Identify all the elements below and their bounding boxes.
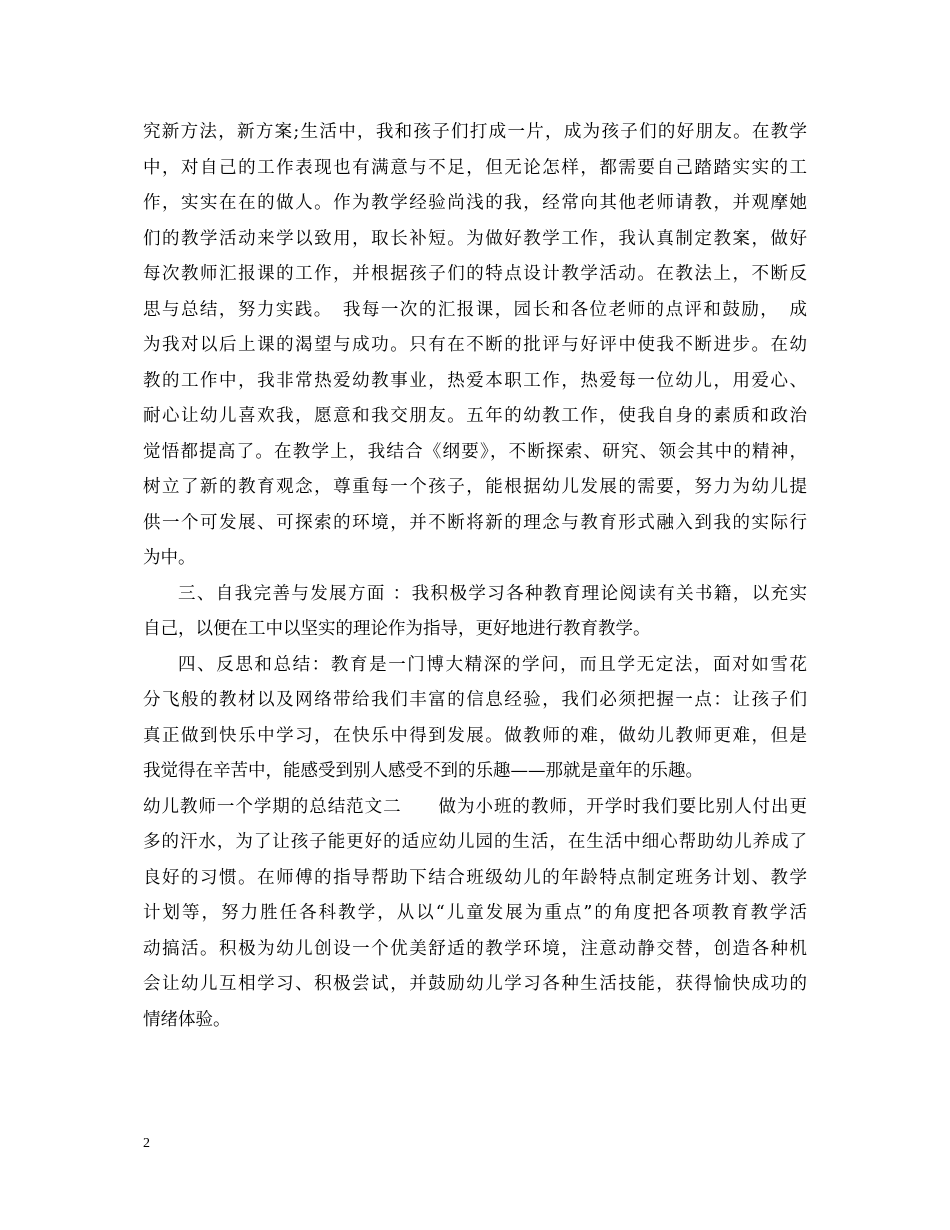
text-line: 动搞活。积极为幼儿创设一个优美舒适的教学环境，注意动静交替，创造各种机 [143,938,807,959]
text-line: 作，实实在在的做人。作为教学经验尚浅的我，经常向其他老师请教，并观摩她 [143,193,807,213]
text-line: 思与总结，努力实践。 我每一次的汇报课，园长和各位老师的点评和鼓励， 成 [143,299,807,320]
text-line: 中，对自己的工作表现也有满意与不足，但无论怎样，都需要自己踏踏实实的工 [143,157,807,178]
text-line: 供一个可发展、可探索的环境，并不断将新的理念与教育形式融入到我的实际行 [143,512,807,533]
text-line: 分飞般的教材以及网络带给我们丰富的信息经验，我们必须把握一点：让孩子们 [143,690,807,710]
text-line: 究新方法，新方案;生活中，我和孩子们打成一片，成为孩子们的好朋友。在教学 [143,122,807,142]
text-line: 自己，以便在工中以坚实的理论作为指导，更好地进行教育教学。 [143,619,651,639]
text-line: 教的工作中，我非常热爱幼教事业，热爱本职工作，热爱每一位幼儿，用爱心、 [143,370,807,391]
text-line: 计划等，努力胜任各科教学，从以“儿童发展为重点”的角度把各项教育教学活 [143,903,807,923]
text-line: 良好的习惯。在师傅的指导帮助下结合班级幼儿的年龄特点制定班务计划、教学 [143,867,807,888]
text-line: 树立了新的教育观念，尊重每一个孩子，能根据幼儿发展的需要，努力为幼儿提 [143,477,807,497]
text-line: 为中。 [143,548,196,568]
document-body [143,115,807,1038]
page-number: 2 [143,1136,150,1151]
text-line: 情绪体验。 [143,1009,231,1030]
text-line: 们的教学活动来学以致用，取长补短。为做好教学工作，我认真制定教案，做好 [143,228,807,249]
text-line: 耐心让幼儿喜欢我，愿意和我交朋友。五年的幼教工作，使我自身的素质和政治 [143,406,807,426]
text-line: 为我对以后上课的渴望与成功。只有在不断的批评与好评中使我不断进步。在幼 [143,335,807,355]
text-line: 每次教师汇报课的工作，并根据孩子们的特点设计教学活动。在教法上，不断反 [143,264,807,284]
text-line: 多的汗水，为了让孩子能更好的适应幼儿园的生活，在生活中细心帮助幼儿养成了 [143,832,807,852]
text-line: 我觉得在辛苦中，能感受到别人感受不到的乐趣——那就是童年的乐趣。 [143,761,703,781]
text-line: 会让幼儿互相学习、积极尝试，并鼓励幼儿学习各种生活技能，获得愉快成功的 [143,974,807,994]
section-heading-line: 四、反思和总结：教育是一门博大精深的学问，而且学无定法，面对如雪花 [178,654,807,675]
section-heading-line: 三、自我完善与发展方面 ：我积极学习各种教育理论阅读有关书籍，以充实 [178,583,807,604]
text-line: 觉悟都提高了。在教学上，我结合《纲要》，不断探索、研究、领会其中的精神， [143,441,807,462]
text-line: 真正做到快乐中学习，在快乐中得到发展。做教师的难，做幼儿教师更难，但是 [143,725,807,746]
article-title-line: 幼儿教师一个学期的总结范文二 做为小班的教师，开学时我们要比别人付出更 [143,796,807,817]
